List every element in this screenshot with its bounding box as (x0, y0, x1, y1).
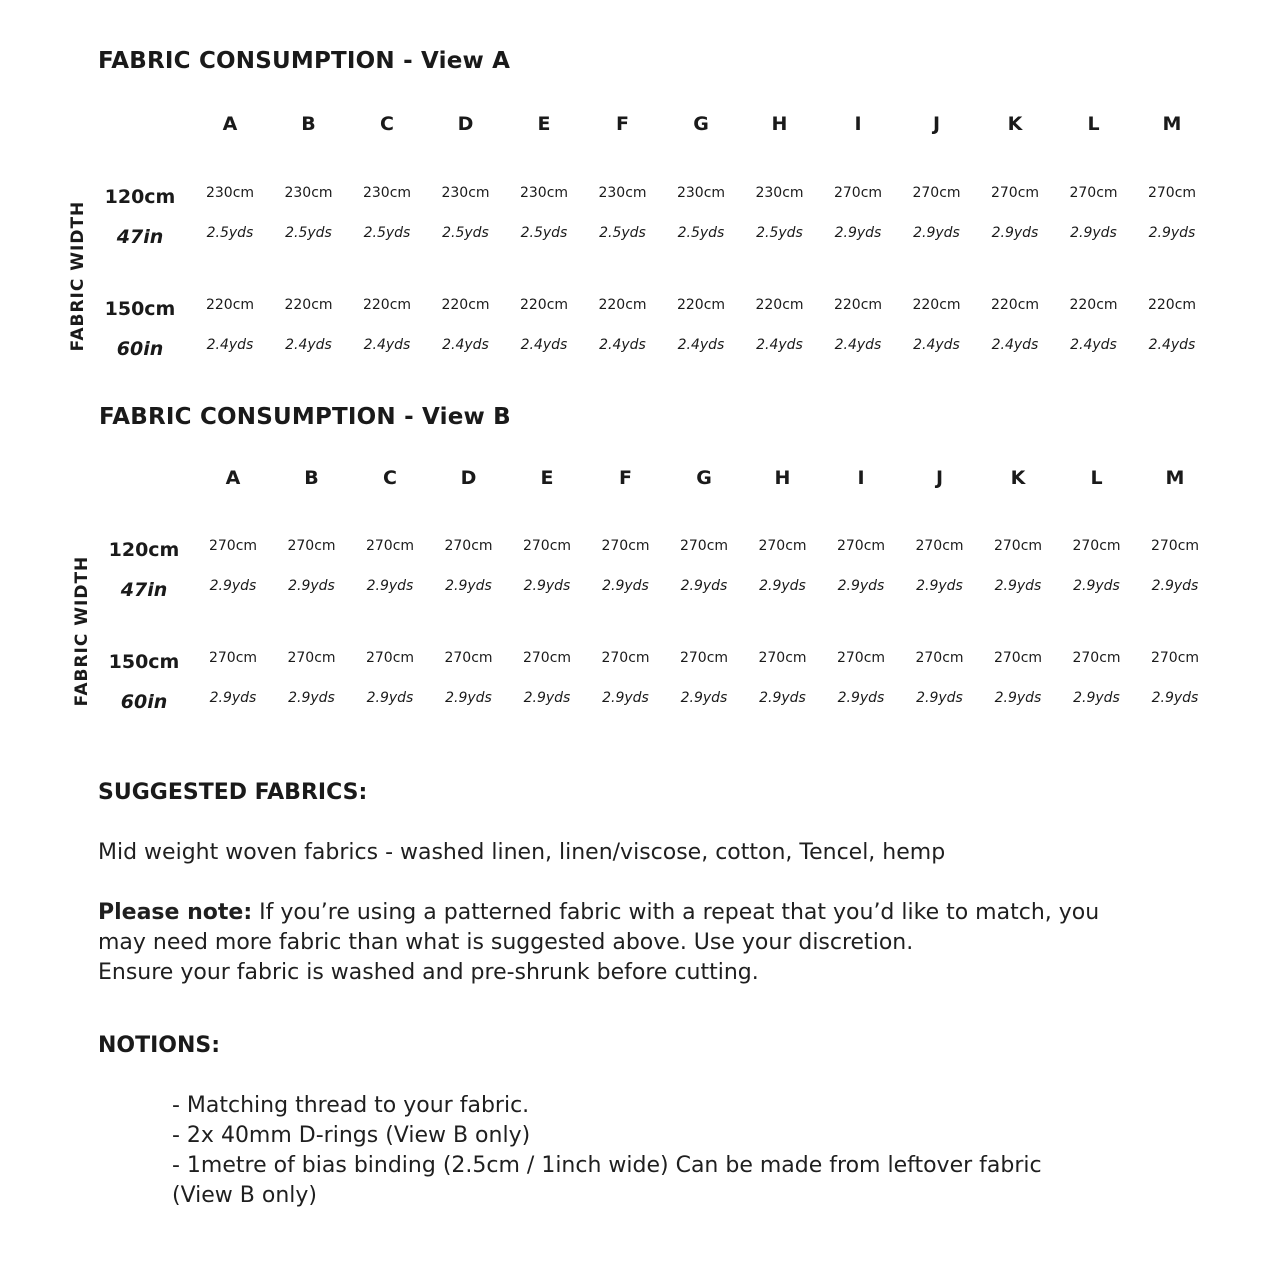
view-b-fabric-width-label: FABRIC WIDTH (72, 555, 92, 707)
view-a-cell-cm: 220cm (833, 297, 883, 313)
please-note-line-3: Ensure your fabric is washed and pre-shrunk before cutting. (98, 960, 759, 985)
view-a-cell-yds: 2.4yds (913, 337, 960, 353)
view-a-cell-yds: 2.4yds (991, 337, 1039, 353)
view-a-size-c: C (380, 113, 394, 135)
view-b-cell-yds: 2.9yds (523, 578, 571, 594)
view-a-row-1-cm-label: 150cm (104, 298, 176, 320)
notion-item-bias-binding-note: (View B only) (172, 1183, 317, 1208)
view-b-cell-cm: 270cm (1150, 538, 1200, 554)
suggested-fabrics-list: Mid weight woven fabrics - washed linen, linen/viscose, cotton, Tencel, hemp (98, 840, 946, 865)
view-b-cell-yds: 2.9yds (602, 578, 649, 594)
view-b-cell-cm: 270cm (679, 538, 729, 554)
view-b-size-i: I (857, 467, 865, 489)
view-a-cell-cm: 220cm (441, 297, 490, 313)
view-b-cell-cm: 270cm (915, 538, 964, 554)
view-b-cell-cm: 270cm (522, 650, 572, 666)
view-a-size-d: D (457, 113, 474, 135)
view-a-size-i: I (854, 113, 862, 135)
view-b-size-m: M (1165, 467, 1185, 489)
view-a-cell-cm: 220cm (519, 297, 569, 313)
view-b-cell-yds: 2.9yds (680, 578, 728, 594)
suggested-fabrics-heading: SUGGESTED FABRICS: (98, 780, 368, 805)
view-a-cell-cm: 220cm (284, 297, 333, 313)
view-a-cell-yds: 2.5yds (206, 225, 254, 241)
view-a-cell-yds: 2.5yds (599, 225, 646, 241)
view-a-row-1-in-label: 60in (116, 338, 164, 360)
view-a-cell-cm: 230cm (598, 185, 647, 201)
view-a-cell-yds: 2.9yds (834, 225, 882, 241)
view-a-cell-yds: 2.4yds (1070, 337, 1117, 353)
view-b-cell-yds: 2.9yds (445, 690, 492, 706)
notion-item-bias-binding: - 1metre of bias binding (2.5cm / 1inch wide) Can be made from leftover fabric (172, 1153, 1042, 1178)
view-a-cell-cm: 220cm (755, 297, 804, 313)
view-b-cell-cm: 270cm (915, 650, 964, 666)
view-b-cell-yds: 2.9yds (209, 690, 257, 706)
view-b-cell-cm: 270cm (836, 538, 886, 554)
view-a-size-m: M (1162, 113, 1182, 135)
view-b-cell-cm: 270cm (836, 650, 886, 666)
view-a-cell-cm: 270cm (990, 185, 1040, 201)
view-a-cell-yds: 2.5yds (520, 225, 568, 241)
view-b-size-a: A (225, 467, 241, 489)
view-b-size-k: K (1010, 467, 1026, 489)
view-b-cell-yds: 2.9yds (602, 690, 649, 706)
view-a-row-0-in-label: 47in (116, 226, 164, 248)
view-a-row-0-cm-label: 120cm (104, 186, 176, 208)
view-b-size-e: E (540, 467, 554, 489)
view-b-size-g: G (696, 467, 712, 489)
view-a-cell-cm: 220cm (205, 297, 255, 313)
view-b-cell-cm: 270cm (287, 650, 336, 666)
view-b-cell-cm: 270cm (679, 650, 729, 666)
view-a-cell-yds: 2.9yds (1070, 225, 1117, 241)
view-b-row-0-in-label: 47in (120, 579, 168, 601)
view-a-cell-cm: 270cm (1147, 185, 1197, 201)
view-b-cell-cm: 270cm (758, 650, 807, 666)
please-note-line-1 (98, 898, 1099, 928)
view-a-cell-cm: 220cm (1147, 297, 1197, 313)
view-b-cell-cm: 270cm (1072, 538, 1121, 554)
please-note-line-2: may need more fabric than what is suggested above. Use your discretion. (98, 930, 914, 955)
view-b-cell-yds: 2.9yds (523, 690, 571, 706)
view-a-cell-cm: 220cm (362, 297, 412, 313)
view-a-size-g: G (693, 113, 709, 135)
view-b-cell-yds: 2.9yds (916, 578, 963, 594)
view-a-cell-yds: 2.5yds (363, 225, 411, 241)
view-b-size-f: F (619, 467, 632, 489)
view-b-cell-yds: 2.9yds (759, 690, 806, 706)
view-b-cell-yds: 2.9yds (1073, 578, 1120, 594)
view-a-cell-yds: 2.4yds (599, 337, 646, 353)
view-a-cell-cm: 270cm (912, 185, 961, 201)
view-a-cell-yds: 2.5yds (442, 225, 489, 241)
view-b-cell-yds: 2.9yds (916, 690, 963, 706)
view-a-size-e: E (537, 113, 551, 135)
view-a-cell-cm: 230cm (519, 185, 569, 201)
view-b-cell-cm: 270cm (365, 650, 415, 666)
view-b-cell-cm: 270cm (444, 538, 493, 554)
view-a-cell-yds: 2.4yds (285, 337, 332, 353)
view-b-cell-yds: 2.9yds (366, 690, 414, 706)
view-b-cell-yds: 2.9yds (1151, 690, 1199, 706)
view-b-cell-cm: 270cm (208, 650, 258, 666)
view-b-cell-cm: 270cm (287, 538, 336, 554)
view-a-cell-yds: 2.4yds (677, 337, 725, 353)
view-a-cell-cm: 220cm (912, 297, 961, 313)
view-a-cell-cm: 230cm (284, 185, 333, 201)
view-b-cell-cm: 270cm (601, 538, 650, 554)
view-b-cell-cm: 270cm (208, 538, 258, 554)
view-b-cell-cm: 270cm (601, 650, 650, 666)
view-a-cell-yds: 2.5yds (285, 225, 332, 241)
view-b-size-h: H (774, 467, 791, 489)
view-a-cell-yds: 2.4yds (1148, 337, 1196, 353)
please-note-text-1: If you’re using a patterned fabric with a repeat that you’d like to match, you (252, 900, 1100, 925)
view-b-size-d: D (460, 467, 477, 489)
view-b-cell-yds: 2.9yds (288, 578, 335, 594)
view-a-cell-yds: 2.9yds (1148, 225, 1196, 241)
view-a-cell-cm: 270cm (1069, 185, 1118, 201)
view-a-title: FABRIC CONSUMPTION - View A (98, 48, 511, 74)
view-a-size-f: F (616, 113, 629, 135)
view-b-row-0-cm-label: 120cm (108, 539, 180, 561)
view-a-cell-cm: 220cm (990, 297, 1040, 313)
view-a-size-j: J (932, 113, 941, 135)
view-a-size-k: K (1007, 113, 1023, 135)
view-b-size-c: C (383, 467, 397, 489)
view-a-cell-cm: 230cm (441, 185, 490, 201)
view-a-cell-cm: 220cm (1069, 297, 1118, 313)
view-b-cell-yds: 2.9yds (445, 578, 492, 594)
view-b-cell-yds: 2.9yds (1073, 690, 1120, 706)
view-b-cell-yds: 2.9yds (680, 690, 728, 706)
view-a-size-h: H (771, 113, 788, 135)
view-b-title: FABRIC CONSUMPTION - View B (99, 404, 511, 430)
view-b-cell-cm: 270cm (993, 650, 1043, 666)
view-b-cell-cm: 270cm (758, 538, 807, 554)
please-note-label: Please note: (98, 900, 253, 925)
view-a-cell-yds: 2.4yds (756, 337, 803, 353)
view-b-cell-yds: 2.9yds (994, 690, 1042, 706)
view-b-cell-yds: 2.9yds (209, 578, 257, 594)
view-b-cell-cm: 270cm (365, 538, 415, 554)
view-b-row-1-in-label: 60in (120, 691, 168, 713)
view-a-cell-yds: 2.9yds (991, 225, 1039, 241)
view-a-cell-yds: 2.4yds (834, 337, 882, 353)
notion-item-thread: - Matching thread to your fabric. (172, 1093, 530, 1118)
view-a-cell-cm: 220cm (598, 297, 647, 313)
view-a-cell-cm: 270cm (833, 185, 883, 201)
view-a-cell-yds: 2.5yds (677, 225, 725, 241)
view-a-cell-cm: 230cm (676, 185, 726, 201)
view-b-cell-yds: 2.9yds (994, 578, 1042, 594)
view-a-cell-yds: 2.5yds (756, 225, 803, 241)
view-a-cell-cm: 230cm (755, 185, 804, 201)
view-b-cell-yds: 2.9yds (1151, 578, 1199, 594)
view-a-cell-yds: 2.4yds (206, 337, 254, 353)
view-b-size-b: B (304, 467, 319, 489)
view-b-size-j: J (935, 467, 944, 489)
notions-heading: NOTIONS: (98, 1033, 221, 1058)
view-a-size-b: B (301, 113, 316, 135)
view-b-cell-cm: 270cm (993, 538, 1043, 554)
view-b-size-l: L (1090, 467, 1103, 489)
view-b-row-1-cm-label: 150cm (108, 651, 180, 673)
view-b-cell-yds: 2.9yds (288, 690, 335, 706)
view-a-cell-yds: 2.4yds (442, 337, 489, 353)
view-a-cell-cm: 230cm (205, 185, 255, 201)
notion-item-d-rings: - 2x 40mm D-rings (View B only) (172, 1123, 531, 1148)
view-b-cell-cm: 270cm (522, 538, 572, 554)
view-b-cell-cm: 270cm (1072, 650, 1121, 666)
view-a-size-l: L (1087, 113, 1100, 135)
view-b-cell-yds: 2.9yds (759, 578, 806, 594)
view-a-cell-yds: 2.4yds (363, 337, 411, 353)
view-b-cell-cm: 270cm (444, 650, 493, 666)
view-b-cell-yds: 2.9yds (366, 578, 414, 594)
view-a-cell-cm: 230cm (362, 185, 412, 201)
view-a-size-a: A (222, 113, 238, 135)
view-a-cell-yds: 2.4yds (520, 337, 568, 353)
view-a-fabric-width-label: FABRIC WIDTH (68, 200, 88, 352)
view-b-cell-yds: 2.9yds (837, 690, 885, 706)
view-a-cell-cm: 220cm (676, 297, 726, 313)
view-a-cell-yds: 2.9yds (913, 225, 960, 241)
view-b-cell-cm: 270cm (1150, 650, 1200, 666)
view-b-cell-yds: 2.9yds (837, 578, 885, 594)
